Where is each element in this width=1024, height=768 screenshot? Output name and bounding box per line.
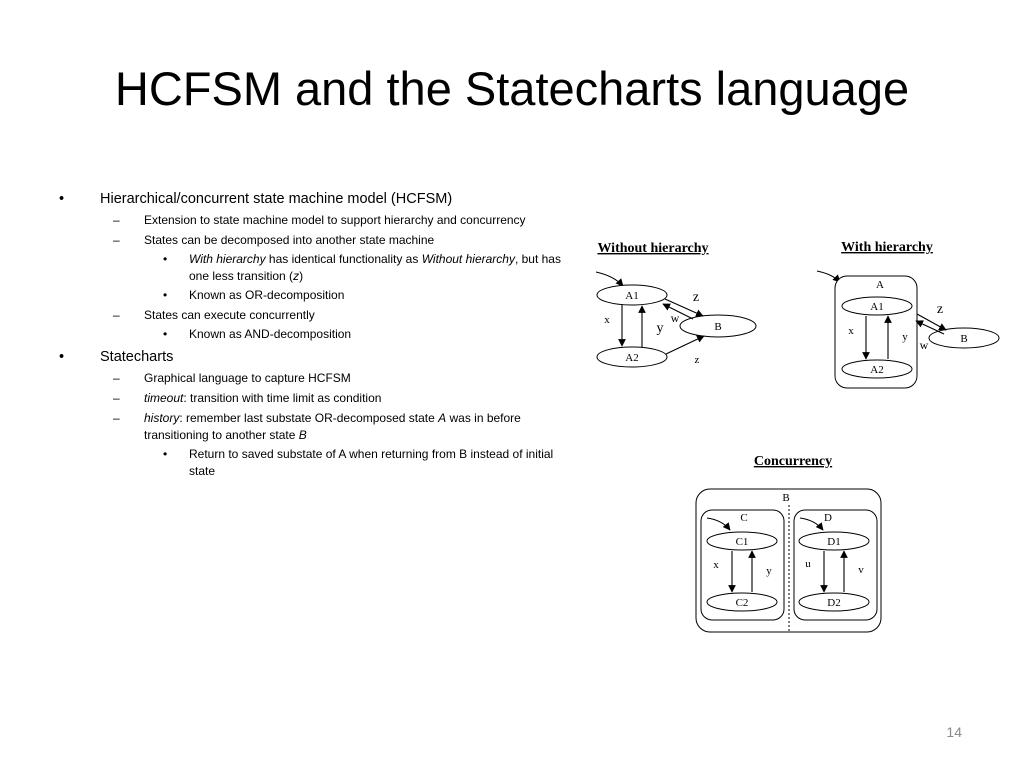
- emphasis-without-hierarchy: Without hierarchy: [421, 252, 515, 266]
- label-y: y: [766, 565, 772, 577]
- region-c-label: C: [740, 512, 748, 524]
- state-a2-label: A2: [870, 364, 884, 376]
- emphasis-a: A: [438, 411, 447, 425]
- dash-marker: –: [113, 213, 120, 227]
- bullet-text: ): [299, 269, 304, 283]
- emphasis-timeout: timeout: [144, 391, 184, 405]
- bullet-text: Known as AND-decomposition: [189, 327, 352, 341]
- bullet-text: has identical functionality as: [265, 252, 422, 266]
- emphasis-history: history: [144, 411, 180, 425]
- label-z-bottom: z: [694, 354, 700, 366]
- diagram-title: Without hierarchy: [597, 241, 709, 256]
- label-v: v: [858, 564, 864, 576]
- diagram-with-hierarchy: [817, 240, 999, 388]
- bullet-marker: •: [59, 349, 65, 365]
- dash-marker: –: [113, 233, 120, 247]
- emphasis-z: z: [293, 269, 300, 283]
- label-w: w: [670, 311, 680, 325]
- initial-transition-arrow: [596, 272, 623, 286]
- bullet-text: Extension to state machine model to support hierarchy and concurrency: [144, 213, 526, 227]
- bullet-text: States can be decomposed into another state machine: [144, 233, 435, 247]
- bullet-marker: •: [163, 288, 168, 302]
- diagram-without-hierarchy: [596, 241, 756, 367]
- bullet-text: : transition with time limit as condition: [183, 391, 382, 405]
- superstate-a-label: A: [876, 279, 884, 291]
- dash-marker: –: [113, 371, 120, 385]
- transition-w-arrow: [916, 321, 944, 334]
- diagram-title: Concurrency: [753, 454, 833, 469]
- label-x: x: [604, 314, 610, 326]
- page-number: 14: [946, 724, 962, 740]
- bullet-text: Known as OR-decomposition: [189, 288, 345, 302]
- bullet-marker: •: [163, 252, 168, 266]
- initial-transition-arrow: [817, 271, 840, 282]
- bullet-text: , but has one less transition (: [189, 252, 561, 283]
- label-y: y: [656, 321, 664, 336]
- bullet-text: Return to saved substate of A when returning from B instead of initial state: [189, 447, 554, 478]
- dash-marker: –: [113, 411, 120, 425]
- bullet-text: Statecharts: [100, 349, 174, 365]
- label-x: x: [713, 559, 719, 571]
- slide-title: HCFSM and the Statecharts language: [114, 62, 910, 115]
- state-c2-label: C2: [735, 597, 749, 609]
- state-c1-label: C1: [735, 536, 749, 548]
- bullet-marker: •: [163, 327, 168, 341]
- bullet-text: Hierarchical/concurrent state machine model (HCFSM): [100, 191, 453, 207]
- bullet-text: Graphical language to capture HCFSM: [144, 371, 351, 385]
- diagram-concurrency: [696, 454, 881, 632]
- bullet-text: States can execute concurrently: [144, 308, 315, 322]
- emphasis-b: B: [298, 428, 307, 442]
- state-a2-label: A2: [625, 352, 639, 364]
- state-b-label: B: [714, 321, 722, 333]
- bullet-marker: •: [59, 191, 65, 207]
- label-u: u: [805, 558, 811, 570]
- dash-marker: –: [113, 391, 120, 405]
- state-b-label: B: [960, 333, 968, 345]
- label-z-top: z: [692, 290, 700, 305]
- state-d2-label: D2: [827, 597, 841, 609]
- label-z: z: [936, 302, 944, 317]
- emphasis-with-hierarchy: With hierarchy: [189, 252, 266, 266]
- superstate-b-label: B: [782, 492, 790, 504]
- label-w: w: [919, 338, 929, 352]
- state-d1-label: D1: [827, 536, 841, 548]
- bullet-text: was in before transitioning to another state: [144, 411, 521, 442]
- label-y: y: [902, 331, 908, 343]
- transition-z-bottom-arrow: [666, 336, 704, 354]
- label-x: x: [848, 325, 854, 337]
- state-a1-label: A1: [625, 290, 639, 302]
- state-a1-label: A1: [870, 301, 884, 313]
- region-d-label: D: [824, 512, 832, 524]
- bullet-text: : remember last substate OR-decomposed state: [179, 411, 439, 425]
- dash-marker: –: [113, 308, 120, 322]
- diagram-title: With hierarchy: [841, 240, 933, 255]
- bullet-marker: •: [163, 447, 168, 461]
